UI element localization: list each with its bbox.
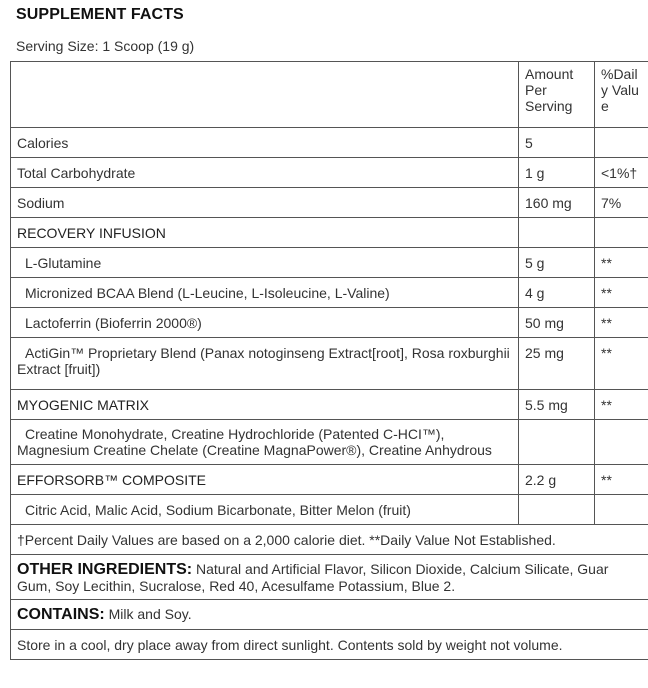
table-row — [11, 128, 648, 158]
table-row — [11, 248, 648, 278]
ingredient-dv: ** — [595, 278, 648, 308]
table-row — [11, 308, 648, 338]
header-amount: Amount Per Serving — [519, 62, 595, 128]
nutrient-dv: 7% — [595, 188, 648, 218]
section-dv: ** — [595, 390, 648, 420]
empty-cell — [519, 218, 595, 248]
nutrient-amount: 160 mg — [519, 188, 595, 218]
ingredient-dv: ** — [595, 248, 648, 278]
footnote: †Percent Daily Values are based on a 2,000 calorie diet. **Daily Value Not Established. — [11, 525, 648, 555]
header-blank-cell — [11, 62, 519, 128]
header-row — [11, 62, 648, 128]
footnote-row — [11, 525, 648, 555]
section-row-myogenic — [11, 390, 648, 420]
nutrient-amount: 1 g — [519, 158, 595, 188]
section-title-efforsorb: EFFORSORB™ COMPOSITE — [11, 465, 519, 495]
section-contents-text: Creatine Monohydrate, Creatine Hydrochloride (Patented C-HCI™), Magnesium Creatine Chelate (Creatine MagnaPower®), Creatine Anhydrous — [17, 426, 492, 458]
nutrient-dv: <1%† — [595, 158, 648, 188]
nutrient-name: Total Carbohydrate — [11, 158, 519, 188]
other-ingredients-text: Natural and Artificial Flavor, Silicon Dioxide, Calcium Silicate, Guar Gum, Soy Lecithin, Sucralose, Red 40, Acesulfame Potassium, Blue 2. — [17, 560, 609, 594]
ingredient-name — [11, 338, 519, 390]
nutrient-amount: 5 — [519, 128, 595, 158]
section-contents: Citric Acid, Malic Acid, Sodium Bicarbonate, Bitter Melon (fruit) — [11, 495, 519, 525]
ingredient-dv: ** — [595, 338, 648, 390]
section-contents — [11, 420, 519, 465]
other-ingredients-label: OTHER INGREDIENTS: — [17, 560, 193, 578]
table-row — [11, 278, 648, 308]
ingredient-amount: 50 mg — [519, 308, 595, 338]
facts-table — [10, 61, 648, 660]
ingredient-name: L-Glutamine — [11, 248, 519, 278]
section-title-myogenic: MYOGENIC MATRIX — [11, 390, 519, 420]
ingredient-amount: 5 g — [519, 248, 595, 278]
table-row — [11, 338, 648, 390]
contains-label: CONTAINS: — [17, 606, 105, 623]
ingredient-dv: ** — [595, 308, 648, 338]
contains-text: Milk and Soy. — [108, 606, 192, 622]
section-row-efforsorb — [11, 465, 648, 495]
empty-cell — [519, 495, 595, 525]
nutrient-name: Calories — [11, 128, 519, 158]
table-row — [11, 158, 648, 188]
section-title-recovery: RECOVERY INFUSION — [11, 218, 519, 248]
storage-note: Store in a cool, dry place away from direct sunlight. Contents sold by weight not volume. — [11, 630, 648, 660]
empty-cell — [595, 420, 648, 465]
serving-size: Serving Size: 1 Scoop (19 g) — [16, 38, 195, 54]
section-amount: 5.5 mg — [519, 390, 595, 420]
nutrient-dv — [595, 128, 648, 158]
other-ingredients — [11, 555, 648, 600]
ingredient-name: Micronized BCAA Blend (L-Leucine, L-Isoleucine, L-Valine) — [11, 278, 519, 308]
storage-row — [11, 630, 648, 660]
ingredient-name-text: ActiGin™ Proprietary Blend (Panax notoginseng Extract[root], Rosa roxburghii Extract [fruit]) — [17, 345, 510, 377]
other-ingredients-row — [11, 555, 648, 600]
ingredient-amount: 25 mg — [519, 338, 595, 390]
empty-cell — [595, 495, 648, 525]
section-row-recovery — [11, 218, 648, 248]
header-daily-value: %Daily Value — [595, 62, 648, 128]
nutrient-name: Sodium — [11, 188, 519, 218]
table-row — [11, 420, 648, 465]
empty-cell — [519, 420, 595, 465]
empty-cell — [595, 218, 648, 248]
section-dv: ** — [595, 465, 648, 495]
contains — [11, 600, 648, 630]
section-amount: 2.2 g — [519, 465, 595, 495]
contains-row — [11, 600, 648, 630]
table-row — [11, 495, 648, 525]
table-row — [11, 188, 648, 218]
ingredient-amount: 4 g — [519, 278, 595, 308]
panel-title: SUPPLEMENT FACTS — [16, 6, 184, 23]
ingredient-name: Lactoferrin (Bioferrin 2000®) — [11, 308, 519, 338]
